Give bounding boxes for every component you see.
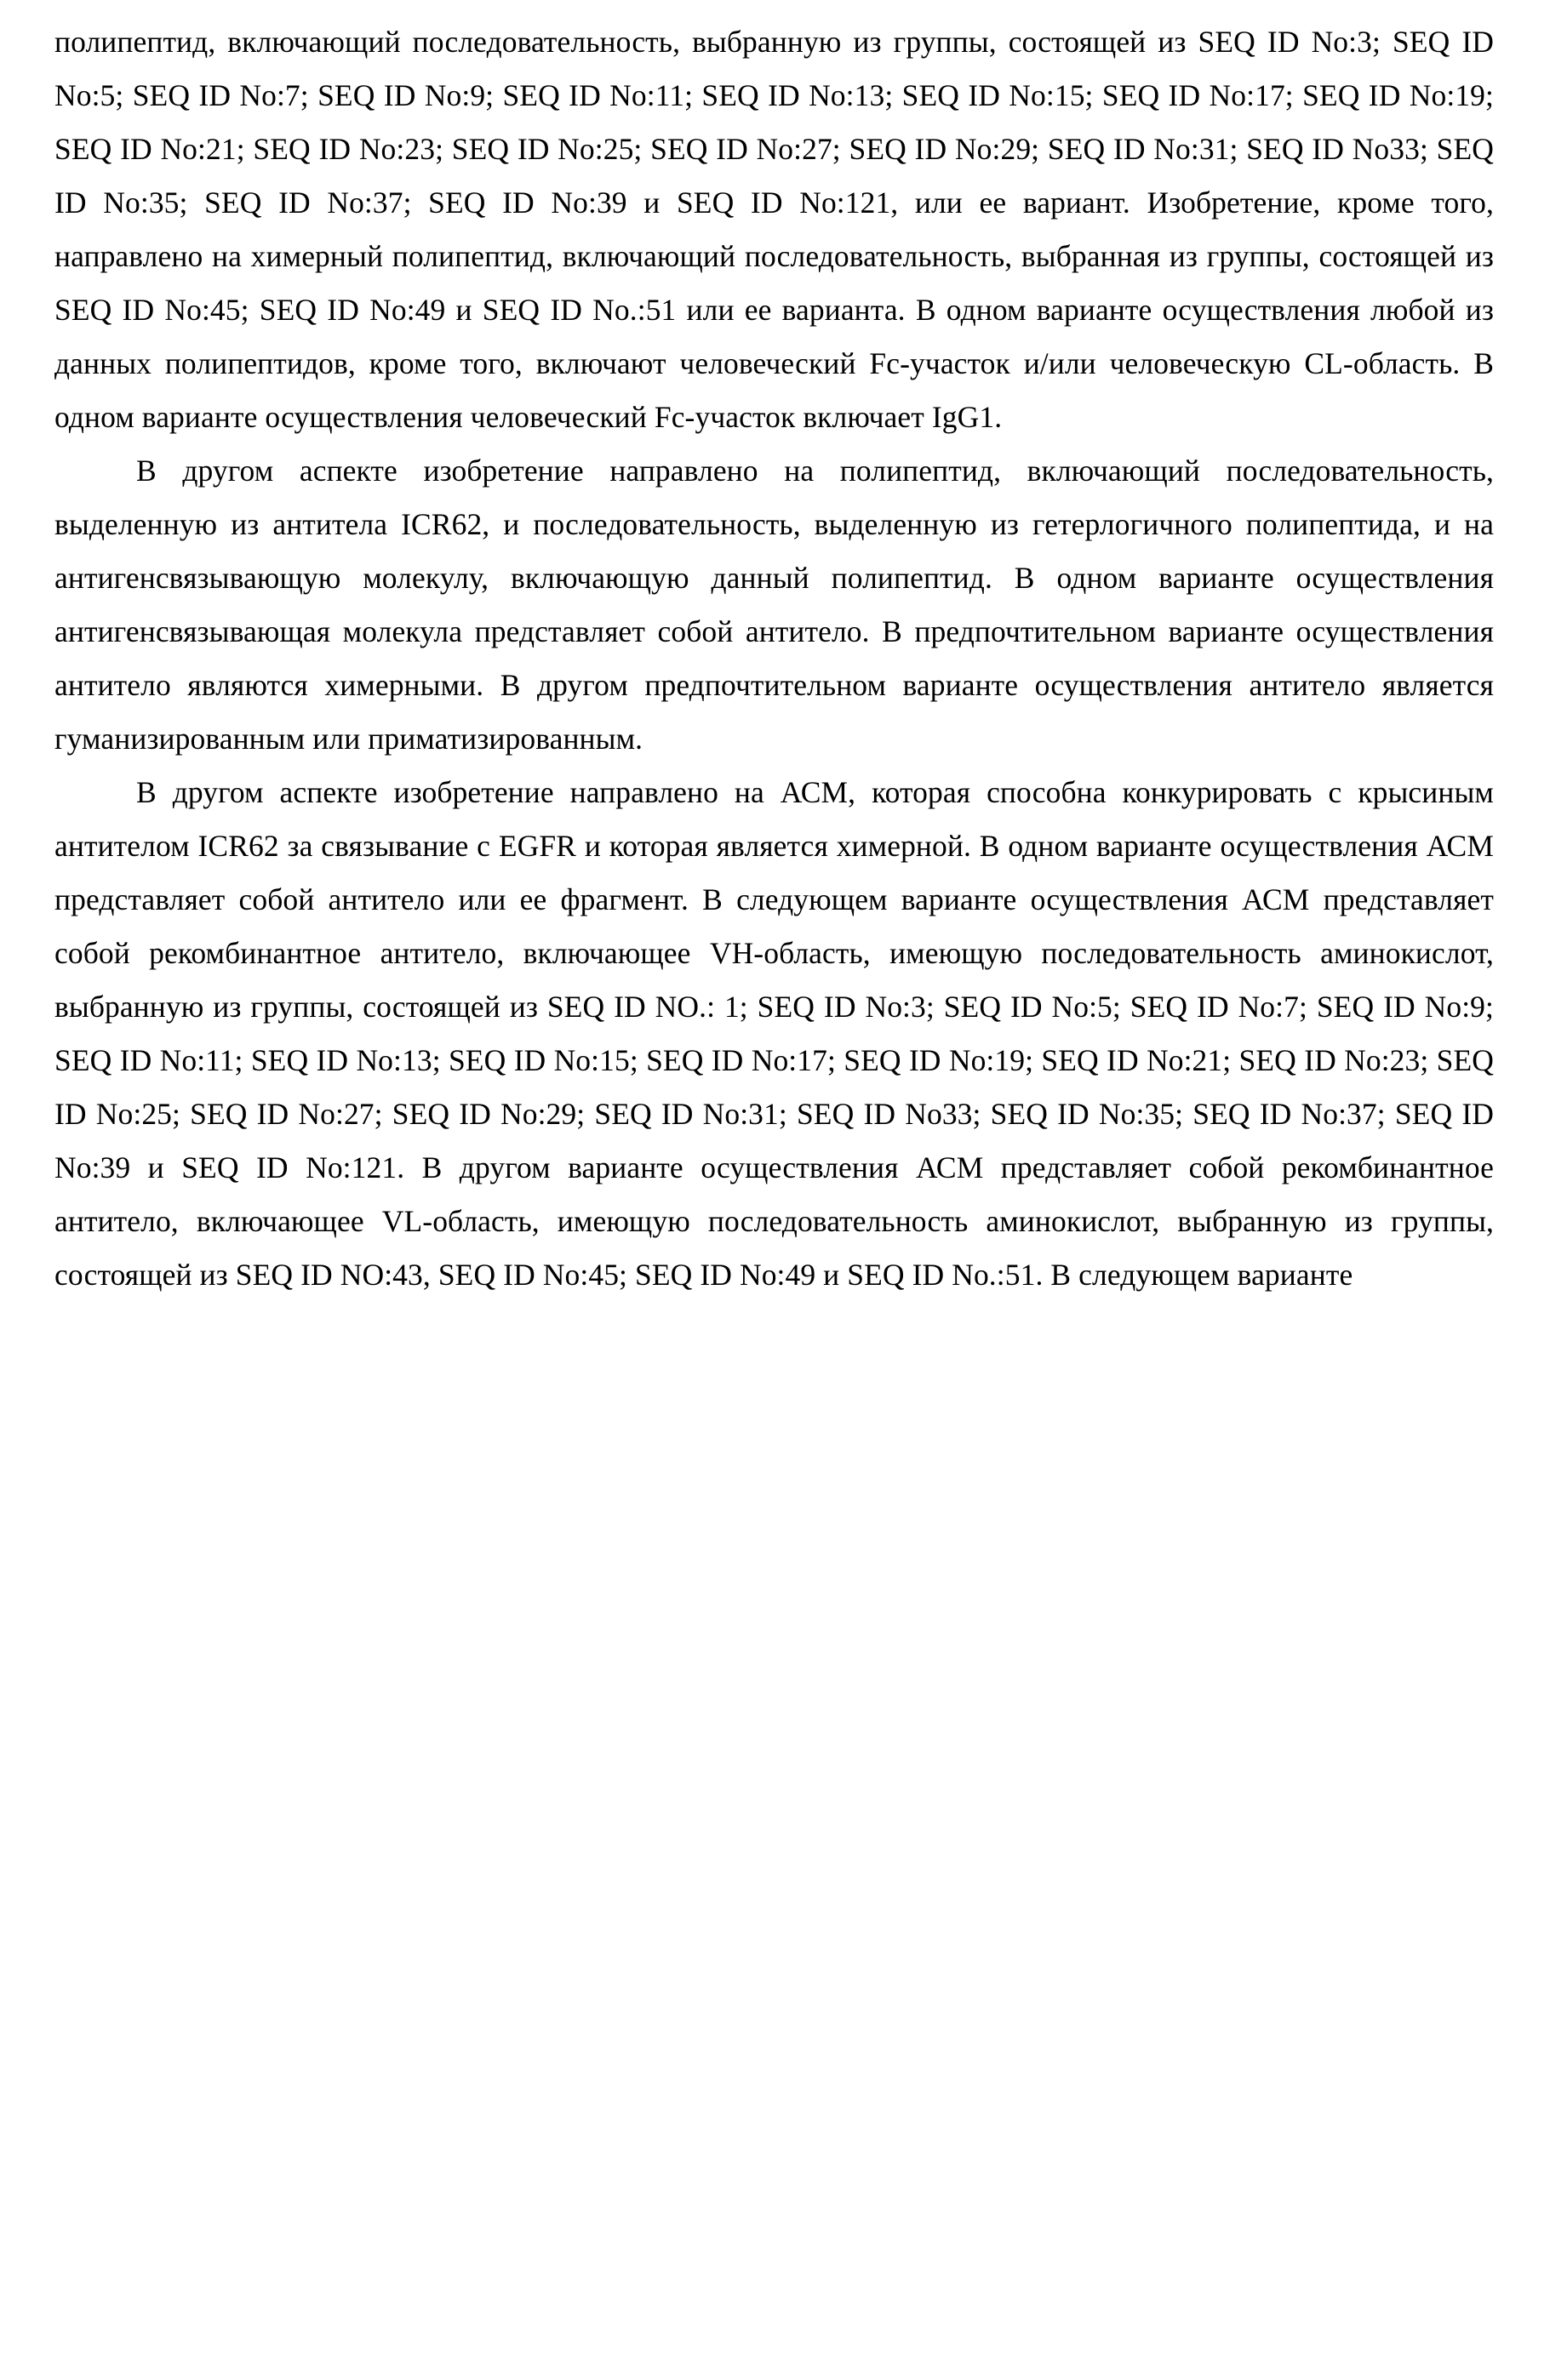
document-body [54,15,1494,1302]
paragraph-2: В другом аспекте изобретение направлено на полипептид, включающий последовательность, выделенную из антитела ICR62, и последовательность, выделенную из гетерлогичного полипептида, и на антигенсвязывающую молекулу, включающую данный полипептид. В одном варианте осуществления антигенсвязывающая молекула представляет собой антитело. В предпочтительном варианте осуществления антитело являются химерными. В другом предпочтительном варианте осуществления антитело является гуманизированным или приматизированным. [54,454,1494,756]
paragraph-3: В другом аспекте изобретение направлено на АСМ, которая способна конкурировать с крысиным антителом ICR62 за связывание с EGFR и которая является химерной. В одном варианте осуществления АСМ представляет собой антитело или ее фрагмент. В следующем варианте осуществления АСМ представляет собой рекомбинантное антитело, включающее VH-область, имеющую последовательность аминокислот, выбранную из группы, состоящей из SEQ ID NO.: 1; SEQ ID No:3; SEQ ID No:5; SEQ ID No:7; SEQ ID No:9; SEQ ID No:11; SEQ ID No:13; SEQ ID No:15; SEQ ID No:17; SEQ ID No:19; SEQ ID No:21; SEQ ID No:23; SEQ ID No:25; SEQ ID No:27; SEQ ID No:29; SEQ ID No:31; SEQ ID No33; SEQ ID No:35; SEQ ID No:37; SEQ ID No:39 и SEQ ID No:121. В другом варианте осуществления АСМ представляет собой рекомбинантное антитело, включающее VL-область, имеющую последовательность аминокислот, выбранную из группы, состоящей из SEQ ID NO:43, SEQ ID No:45; SEQ ID No:49 и SEQ ID No.:51. В следующем варианте [54,775,1494,1292]
paragraph-1: полипептид, включающий последовательность, выбранную из группы, состоящей из SEQ ID No:3; SEQ ID No:5; SEQ ID No:7; SEQ ID No:9; SEQ ID No:11; SEQ ID No:13; SEQ ID No:15; SEQ ID No:17; SEQ ID No:19; SEQ ID No:21; SEQ ID No:23; SEQ ID No:25; SEQ ID No:27; SEQ ID No:29; SEQ ID No:31; SEQ ID No33; SEQ ID No:35; SEQ ID No:37; SEQ ID No:39 и SEQ ID No:121, или ее вариант. Изобретение, кроме того, направлено на химерный полипептид, включающий последовательность, выбранная из группы, состоящей из SEQ ID No:45; SEQ ID No:49 и SEQ ID No.:51 или ее варианта. В одном варианте осуществления любой из данных полипептидов, кроме того, включают человеческий Fc-участок и/или человеческую CL-область. В одном варианте осуществления человеческий Fc-участок включает IgG1. [54,25,1494,434]
